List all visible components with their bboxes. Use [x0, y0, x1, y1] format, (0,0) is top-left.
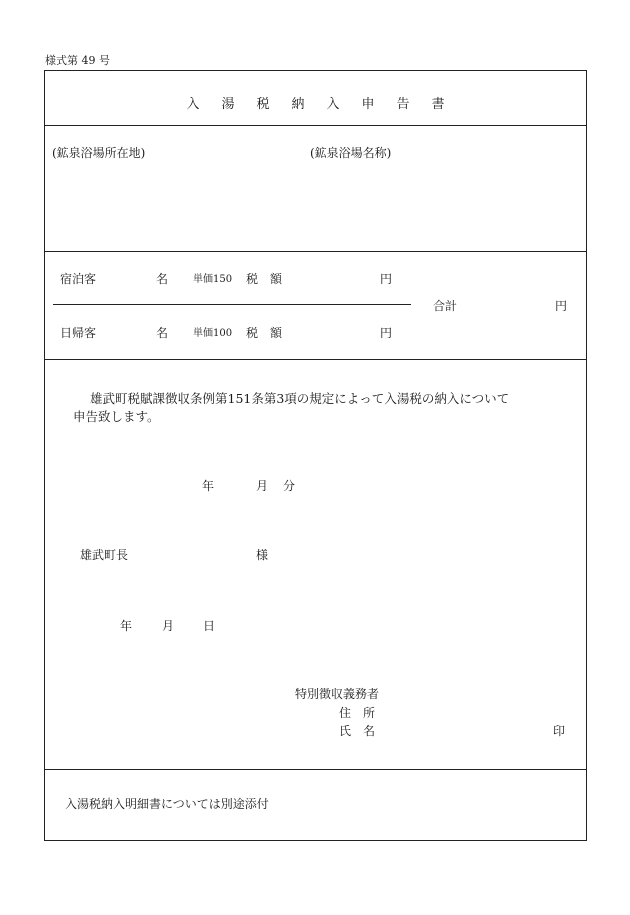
addressee-name: 雄武町長 [80, 548, 129, 562]
declarant-title: 特別徴収義務者 [295, 687, 380, 701]
lodging-unit-price: 単価150 [193, 274, 233, 285]
daytrip-unit-price: 単価100 [193, 328, 233, 339]
period-month: 月 [256, 479, 269, 493]
bath-address-label: (鉱泉浴場所在地) [52, 146, 146, 160]
total-yen: 円 [555, 299, 568, 313]
period-year: 年 [202, 479, 215, 493]
bath-name-label: (鉱泉浴場名称) [310, 146, 392, 160]
form-title: 入湯税納入申告書 [186, 97, 467, 112]
daytrip-label: 日帰客 [60, 326, 97, 340]
date-month: 月 [162, 619, 175, 633]
lodging-people-unit: 名 [156, 272, 169, 286]
date-day: 日 [203, 619, 216, 633]
declarant-name-label: 氏 名 [339, 724, 376, 738]
lodging-tax-label: 税 額 [246, 272, 283, 286]
form-number: 様式第 49 号 [45, 54, 110, 67]
seal-mark: 印 [553, 724, 566, 738]
total-label: 合計 [433, 299, 458, 313]
addressee-honorific: 様 [256, 548, 269, 562]
daytrip-tax-label: 税 額 [246, 326, 283, 340]
declarant-address-label: 住 所 [339, 706, 376, 720]
footer-divider [45, 769, 586, 770]
tax-section-divider [45, 359, 586, 360]
title-divider [45, 125, 586, 126]
lodging-yen: 円 [380, 272, 393, 286]
daytrip-yen: 円 [380, 326, 393, 340]
date-year: 年 [120, 619, 133, 633]
location-divider [45, 251, 586, 252]
daytrip-people-unit: 名 [156, 326, 169, 340]
declaration-line-2: 申告致します。 [73, 409, 160, 424]
form-frame [44, 70, 587, 841]
tax-rows-divider [53, 304, 411, 305]
attachment-note: 入湯税納入明細書については別途添付 [65, 797, 269, 811]
lodging-label: 宿泊客 [60, 272, 97, 286]
declaration-line-1: 雄武町税賦課徴収条例第151条第3項の規定によって入湯税の納入について [90, 391, 510, 406]
period-suffix: 分 [283, 479, 296, 493]
